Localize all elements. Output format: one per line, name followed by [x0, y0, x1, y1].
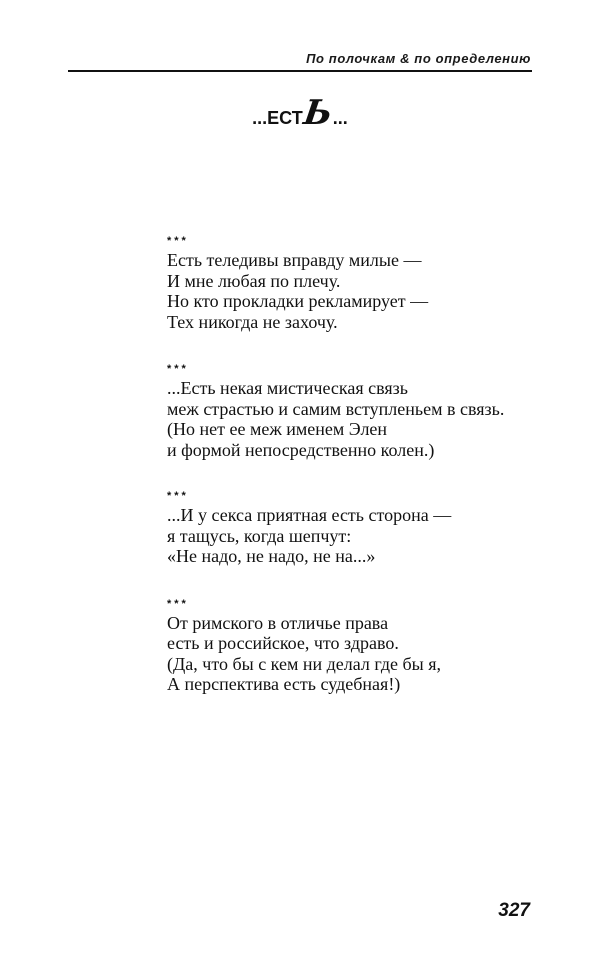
poem-line: (Да, что бы с кем ни делал где бы я, — [167, 653, 442, 674]
poem-line: Есть теледивы вправду милые — — [167, 250, 422, 270]
poem-line: я тащусь, когда шепчут: — [167, 525, 352, 546]
section-title-letter: Ь — [300, 93, 335, 133]
poem-4 — [167, 597, 587, 695]
section-title-suffix: ... — [332, 108, 348, 128]
poem-line: Тех никогда не захочу. — [167, 311, 338, 332]
header-rule — [68, 70, 532, 72]
poem-3 — [167, 489, 587, 567]
page-number: 327 — [498, 900, 530, 921]
poem-line: ...Есть некая мистическая связь — [167, 378, 409, 398]
poem-line: Но кто прокладки рекламирует — — [167, 291, 429, 311]
poem-2 — [167, 362, 587, 460]
poem-line: есть и российское, что здраво. — [167, 633, 399, 653]
section-title-prefix: ...ЕСТ — [252, 108, 303, 128]
poem-separator: *** — [167, 363, 189, 375]
poem-line: А перспектива есть судебная!) — [167, 674, 401, 694]
poem-line: «Не надо, не надо, не на...» — [167, 546, 376, 566]
poem-line: и формой непосредственно колен.) — [167, 439, 435, 460]
poem-line: (Но нет ее меж именем Элен — [167, 419, 388, 439]
poems-list — [167, 234, 587, 725]
section-title — [0, 93, 600, 133]
poem-separator: *** — [167, 597, 189, 610]
poem-line: От римского в отличье права — [167, 612, 389, 633]
poem-separator: *** — [167, 490, 189, 502]
running-head: По полочкам & по определению — [306, 51, 531, 66]
poem-line: меж страстью и самим вступленьем в связь. — [167, 398, 505, 419]
poem-line: ...И у секса приятная есть сторона — — [167, 505, 452, 525]
poem-1 — [167, 234, 587, 332]
poem-separator: *** — [167, 235, 189, 247]
poem-line: И мне любая по плечу. — [167, 270, 341, 291]
